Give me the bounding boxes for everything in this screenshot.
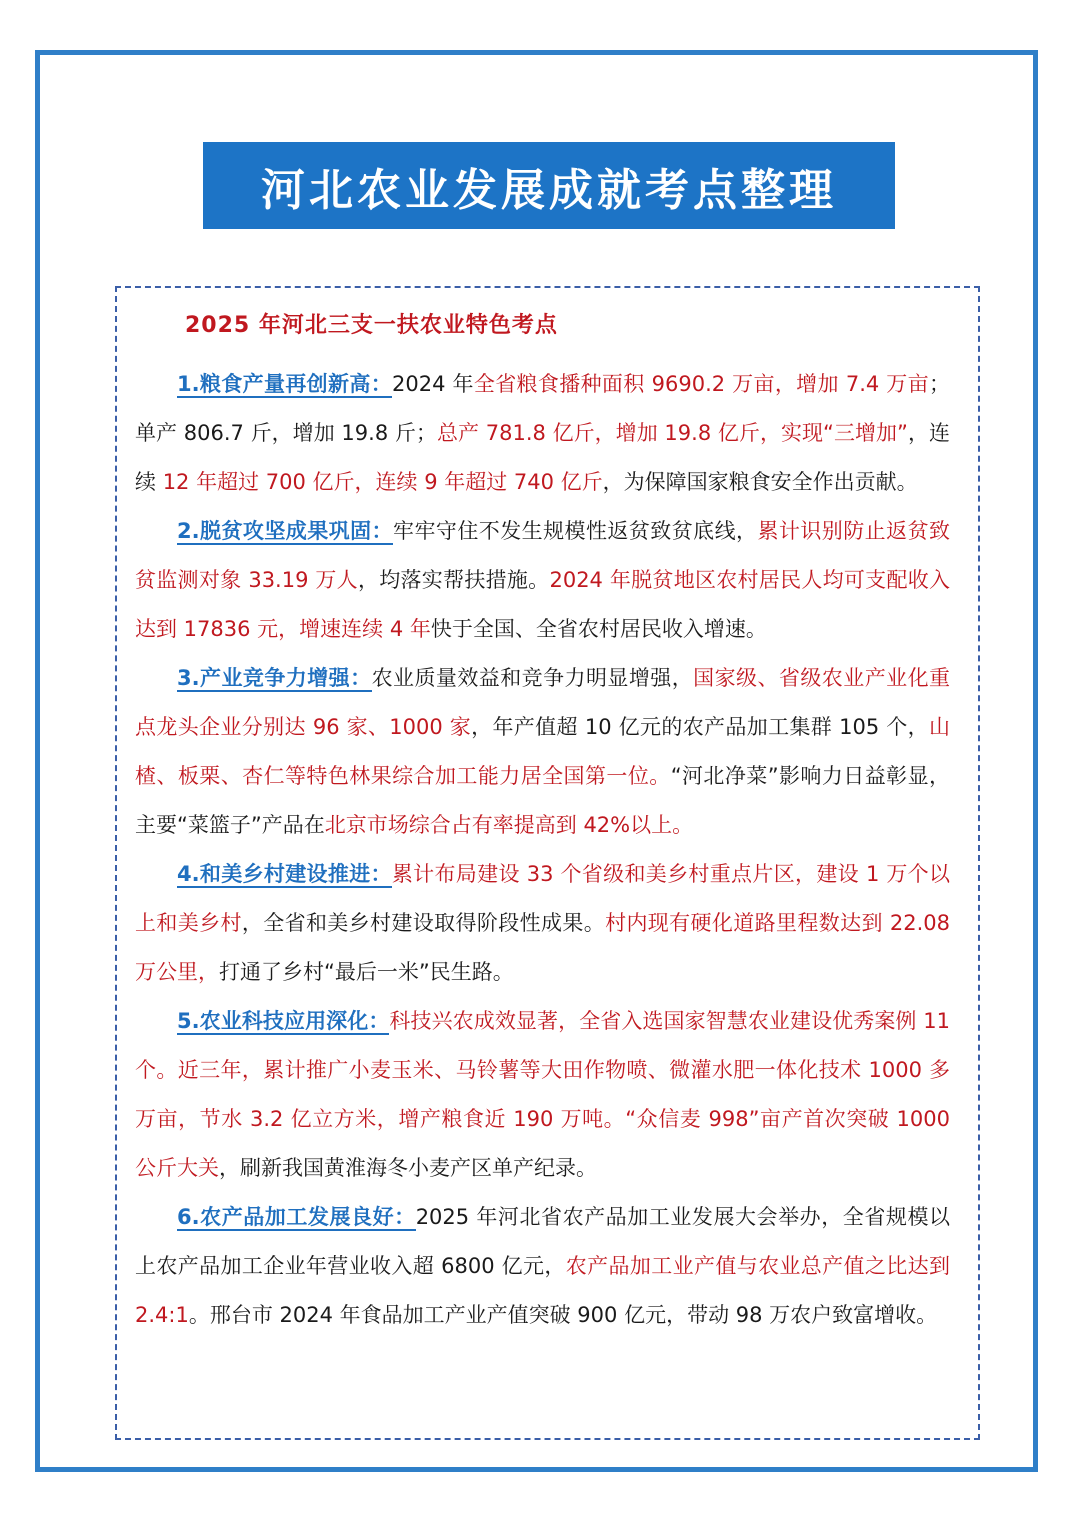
section-6 (135, 1193, 950, 1340)
section-text: 牢牢守住不发生规模性返贫致贫底线，累计识别防止返贫致贫监测对象 33.19 万人，均落实帮扶措施。2024 年脱贫地区农村居民人均可支配收入达到 17836 元，增速连续 4 年快于全国、全省农村居民收入增速。 (135, 519, 951, 641)
section-1 (135, 360, 950, 507)
section-heading: 3.产业竞争力增强： (177, 666, 372, 690)
section-heading: 2.脱贫攻坚成果巩固： (177, 519, 393, 543)
section-3 (135, 654, 950, 850)
section-heading: 4.和美乡村建设推进： (177, 862, 392, 886)
section-2 (135, 507, 950, 654)
section-text: 农业质量效益和竞争力明显增强，国家级、省级农业产业化重点龙头企业分别达 96 家、1000 家，年产值超 10 亿元的农产品加工集群 105 个，山楂、板栗、杏仁等特色林果综合加工能力居全国第一位。“河北净菜”影响力日益彰显，主要“菜篮子”产品在北京市场综合占有率提高到 42%以上。 (135, 666, 951, 837)
section-text: 累计布局建设 33 个省级和美乡村重点片区，建设 1 万个以上和美乡村，全省和美乡村建设取得阶段性成果。村内现有硬化道路里程数达到 22.08 万公里，打通了乡村“最后一米”民生路。 (135, 862, 951, 984)
section-4 (135, 850, 950, 997)
subtitle: 2025 年河北三支一扶农业特色考点 (185, 313, 558, 338)
section-heading: 1.粮食产量再创新高： (177, 372, 393, 396)
content-body (135, 360, 950, 1340)
page-title: 河北农业发展成就考点整理 (203, 142, 895, 229)
section-heading: 6.农产品加工发展良好： (177, 1205, 416, 1229)
section-text: 2024 年全省粮食播种面积 9690.2 万亩，增加 7.4 万亩；单产 806.7 斤，增加 19.8 斤；总产 781.8 亿斤，增加 19.8 亿斤，实现“三增加”，连续 12 年超过 700 亿斤，连续 9 年超过 740 亿斤，为保障国家粮食安全作出贡献。 (135, 372, 951, 494)
section-5 (135, 997, 950, 1193)
section-heading: 5.农业科技应用深化： (177, 1009, 390, 1033)
section-text: 2025 年河北省农产品加工业发展大会举办，全省规模以上农产品加工企业年营业收入超 6800 亿元，农产品加工业产值与农业总产值之比达到 2.4:1。邢台市 2024 年食品加工产业产值突破 900 亿元，带动 98 万农户致富增收。 (135, 1205, 950, 1327)
section-text: 科技兴农成效显著，全省入选国家智慧农业建设优秀案例 11 个。近三年，累计推广小麦玉米、马铃薯等大田作物喷、微灌水肥一体化技术 1000 多万亩，节水 3.2 亿立方米，增产粮食近 190 万吨。“众信麦 998”亩产首次突破 1000 公斤大关，刷新我国黄淮海冬小麦产区单产纪录。 (135, 1009, 950, 1180)
